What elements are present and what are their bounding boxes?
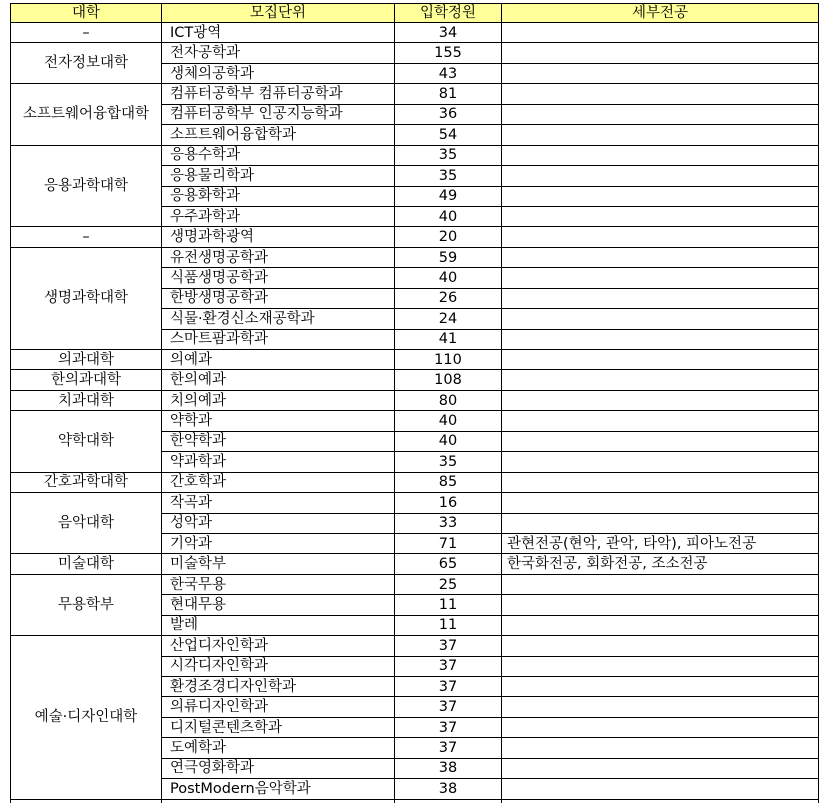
quota-cell: 108 — [395, 370, 502, 390]
major-cell — [502, 84, 819, 104]
quota-cell: 80 — [395, 390, 502, 410]
quota-cell: 26 — [395, 288, 502, 308]
unit-cell: 현대무용 — [162, 595, 395, 615]
unit-cell: 응용화학과 — [162, 186, 395, 206]
major-cell — [502, 595, 819, 615]
quota-cell: 38 — [395, 779, 502, 799]
unit-cell: 소프트웨어융합학과 — [162, 125, 395, 145]
table-row — [11, 574, 819, 594]
college-cell: 소프트웨어융합대학 — [11, 84, 162, 145]
major-cell — [502, 104, 819, 124]
college-cell: 음악대학 — [11, 493, 162, 554]
quota-cell: 40 — [395, 411, 502, 431]
quota-cell: 59 — [395, 247, 502, 267]
major-cell — [502, 452, 819, 472]
college-cell: 한의과대학 — [11, 370, 162, 390]
quota-cell: 43 — [395, 63, 502, 83]
table-row — [11, 472, 819, 492]
college-cell: 예술·디자인대학 — [11, 636, 162, 800]
major-cell — [502, 206, 819, 226]
major-cell — [502, 370, 819, 390]
table-row — [11, 390, 819, 410]
major-cell — [502, 431, 819, 451]
unit-cell: 전자공학과 — [162, 43, 395, 63]
unit-cell: 기악과 — [162, 533, 395, 553]
quota-cell: 155 — [395, 43, 502, 63]
quota-cell: 16 — [395, 493, 502, 513]
college-cell: 치과대학 — [11, 390, 162, 410]
major-cell — [502, 166, 819, 186]
unit-cell: 간호학과 — [162, 472, 395, 492]
major-cell — [502, 677, 819, 697]
quota-cell: 20 — [395, 227, 502, 247]
unit-cell: 생체의공학과 — [162, 63, 395, 83]
quota-cell: 11 — [395, 615, 502, 635]
unit-cell: 식품생명공학과 — [162, 268, 395, 288]
major-cell: 관현전공(현악, 관악, 타악), 피아노전공 — [502, 533, 819, 553]
major-cell — [502, 390, 819, 410]
edge-cell — [11, 799, 162, 803]
unit-cell: 응용물리학과 — [162, 166, 395, 186]
major-cell — [502, 23, 819, 43]
college-cell: 무용학부 — [11, 574, 162, 635]
header-quota: 입학정원 — [395, 4, 502, 23]
quota-cell: 40 — [395, 206, 502, 226]
unit-cell: 시각디자인학과 — [162, 656, 395, 676]
major-cell — [502, 288, 819, 308]
major-cell — [502, 309, 819, 329]
unit-cell: 한국무용 — [162, 574, 395, 594]
quota-cell: 37 — [395, 697, 502, 717]
edge-cell — [395, 799, 502, 803]
unit-cell: 약학과 — [162, 411, 395, 431]
quota-cell: 37 — [395, 636, 502, 656]
unit-cell: 컴퓨터공학부 컴퓨터공학과 — [162, 84, 395, 104]
unit-cell: 컴퓨터공학부 인공지능학과 — [162, 104, 395, 124]
college-cell: 응용과학대학 — [11, 145, 162, 227]
major-cell — [502, 656, 819, 676]
table-row — [11, 370, 819, 390]
major-cell — [502, 411, 819, 431]
major-cell — [502, 779, 819, 799]
major-cell — [502, 186, 819, 206]
table-row — [11, 145, 819, 165]
quota-cell: 37 — [395, 717, 502, 737]
unit-cell: 한약학과 — [162, 431, 395, 451]
unit-cell: 디지털콘텐츠학과 — [162, 717, 395, 737]
unit-cell: 연극영화학과 — [162, 758, 395, 778]
major-cell: 한국화전공, 회화전공, 조소전공 — [502, 554, 819, 574]
quota-cell: 35 — [395, 166, 502, 186]
major-cell — [502, 615, 819, 635]
quota-cell: 37 — [395, 738, 502, 758]
table-bottom-edge — [11, 799, 819, 803]
unit-cell: 산업디자인학과 — [162, 636, 395, 656]
quota-cell: 65 — [395, 554, 502, 574]
major-cell — [502, 125, 819, 145]
quota-cell: 71 — [395, 533, 502, 553]
unit-cell: 환경조경디자인학과 — [162, 677, 395, 697]
table-row — [11, 411, 819, 431]
header-unit: 모집단위 — [162, 4, 395, 23]
unit-cell: 유전생명공학과 — [162, 247, 395, 267]
major-cell — [502, 63, 819, 83]
table-row — [11, 23, 819, 43]
unit-cell: 작곡과 — [162, 493, 395, 513]
quota-cell: 38 — [395, 758, 502, 778]
quota-cell: 25 — [395, 574, 502, 594]
unit-cell: PostModern음악학과 — [162, 779, 395, 799]
quota-cell: 81 — [395, 84, 502, 104]
college-cell: – — [11, 227, 162, 247]
major-cell — [502, 329, 819, 349]
major-cell — [502, 472, 819, 492]
quota-cell: 37 — [395, 656, 502, 676]
college-cell: 미술대학 — [11, 554, 162, 574]
college-cell: 의과대학 — [11, 350, 162, 370]
unit-cell: 약과학과 — [162, 452, 395, 472]
edge-cell — [162, 799, 395, 803]
unit-cell: 한의예과 — [162, 370, 395, 390]
unit-cell: 성악과 — [162, 513, 395, 533]
major-cell — [502, 493, 819, 513]
quota-cell: 40 — [395, 268, 502, 288]
major-cell — [502, 738, 819, 758]
quota-cell: 110 — [395, 350, 502, 370]
table-row — [11, 227, 819, 247]
major-cell — [502, 43, 819, 63]
quota-cell: 24 — [395, 309, 502, 329]
quota-cell: 11 — [395, 595, 502, 615]
edge-cell — [502, 799, 819, 803]
header-major: 세부전공 — [502, 4, 819, 23]
quota-cell: 40 — [395, 431, 502, 451]
quota-cell: 37 — [395, 677, 502, 697]
unit-cell: 도예학과 — [162, 738, 395, 758]
college-cell: 약학대학 — [11, 411, 162, 472]
major-cell — [502, 758, 819, 778]
major-cell — [502, 717, 819, 737]
unit-cell: 우주과학과 — [162, 206, 395, 226]
header-college: 대학 — [11, 4, 162, 23]
unit-cell: 발레 — [162, 615, 395, 635]
unit-cell: 응용수학과 — [162, 145, 395, 165]
table-row — [11, 43, 819, 63]
unit-cell: 미술학부 — [162, 554, 395, 574]
major-cell — [502, 350, 819, 370]
quota-cell: 54 — [395, 125, 502, 145]
major-cell — [502, 574, 819, 594]
unit-cell: ICT광역 — [162, 23, 395, 43]
table-row — [11, 247, 819, 267]
quota-cell: 35 — [395, 145, 502, 165]
major-cell — [502, 636, 819, 656]
quota-cell: 49 — [395, 186, 502, 206]
unit-cell: 치의예과 — [162, 390, 395, 410]
major-cell — [502, 513, 819, 533]
quota-cell: 41 — [395, 329, 502, 349]
admission-quota-table — [10, 3, 819, 803]
quota-cell: 85 — [395, 472, 502, 492]
college-cell: 생명과학대학 — [11, 247, 162, 349]
major-cell — [502, 145, 819, 165]
quota-cell: 36 — [395, 104, 502, 124]
unit-cell: 스마트팜과학과 — [162, 329, 395, 349]
table-row — [11, 493, 819, 513]
unit-cell: 한방생명공학과 — [162, 288, 395, 308]
unit-cell: 식물·환경신소재공학과 — [162, 309, 395, 329]
table-row — [11, 636, 819, 656]
unit-cell: 의류디자인학과 — [162, 697, 395, 717]
table-row — [11, 84, 819, 104]
college-cell: 간호과학대학 — [11, 472, 162, 492]
unit-cell: 의예과 — [162, 350, 395, 370]
table-row — [11, 554, 819, 574]
quota-cell: 33 — [395, 513, 502, 533]
major-cell — [502, 227, 819, 247]
table-body — [11, 23, 819, 803]
college-cell: – — [11, 23, 162, 43]
unit-cell: 생명과학광역 — [162, 227, 395, 247]
major-cell — [502, 697, 819, 717]
header-row — [11, 4, 819, 23]
major-cell — [502, 268, 819, 288]
quota-cell: 34 — [395, 23, 502, 43]
quota-cell: 35 — [395, 452, 502, 472]
table-row — [11, 350, 819, 370]
major-cell — [502, 247, 819, 267]
college-cell: 전자정보대학 — [11, 43, 162, 84]
